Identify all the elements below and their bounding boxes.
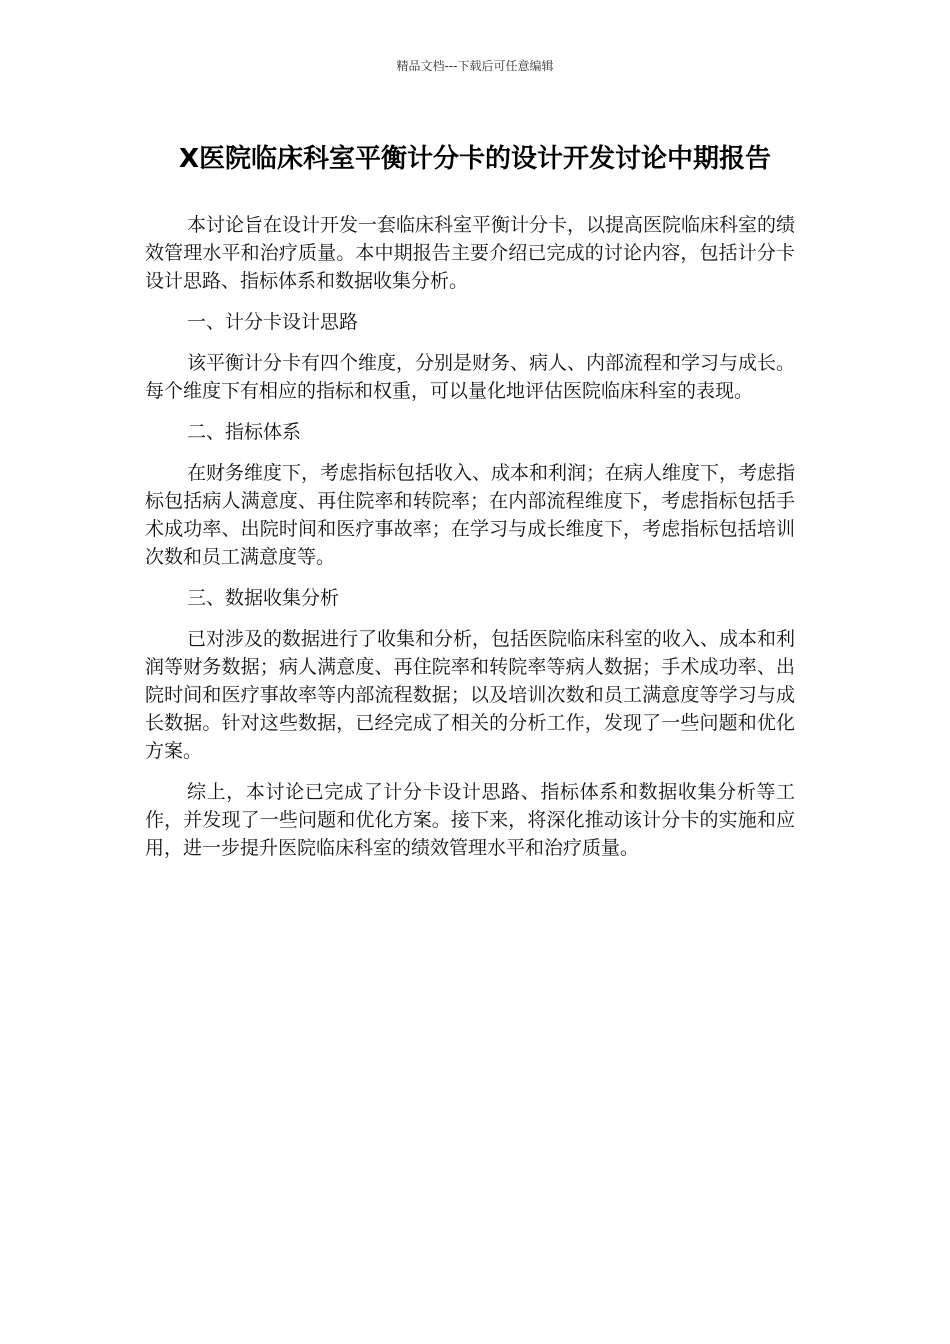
conclusion-paragraph: 综上，本讨论已完成了计分卡设计思路、指标体系和数据收集分析等工作，并发现了一些问题和优化方案。接下来，将深化推动该计分卡的实施和应用，进一步提升医院临床科室的绩效管理水平和治疗质量。: [145, 781, 795, 859]
section-body-design: 该平衡计分卡有四个维度，分别是财务、病人、内部流程和学习与成长。每个维度下有相应的指标和权重，可以量化地评估医院临床科室的表现。: [145, 352, 796, 402]
section-heading-design: 一、计分卡设计思路: [187, 311, 359, 333]
page-header: 精品文档---下载后可任意编辑: [396, 59, 554, 73]
intro-paragraph: 本讨论旨在设计开发一套临床科室平衡计分卡，以提高医院临床科室的绩效管理水平和治疗质量。本中期报告主要介绍已完成的讨论内容，包括计分卡设计思路、指标体系和数据收集分析。: [145, 214, 796, 292]
section-body-indicators: 在财务维度下，考虑指标包括收入、成本和利润；在病人维度下，考虑指标包括病人满意度、再住院率和转院率；在内部流程维度下，考虑指标包括手术成功率、出院时间和医疗事故率；在学习与成长维度下，考虑指标包括培训次数和员工满意度等。: [145, 462, 796, 568]
section-heading-indicators: 二、指标体系: [187, 421, 302, 443]
document-title: X医院临床科室平衡计分卡的设计开发讨论中期报告: [178, 144, 772, 174]
section-body-data: 已对涉及的数据进行了收集和分析，包括医院临床科室的收入、成本和利润等财务数据；病人满意度、再住院率和转院率等病人数据；手术成功率、出院时间和医疗事故率等内部流程数据；以及培训次数和员工满意度等学习与成长数据。针对这些数据，已经完成了相关的分析工作，发现了一些问题和优化方案。: [145, 628, 796, 762]
document-body: [145, 211, 795, 875]
section-heading-data: 三、数据收集分析: [187, 587, 340, 609]
